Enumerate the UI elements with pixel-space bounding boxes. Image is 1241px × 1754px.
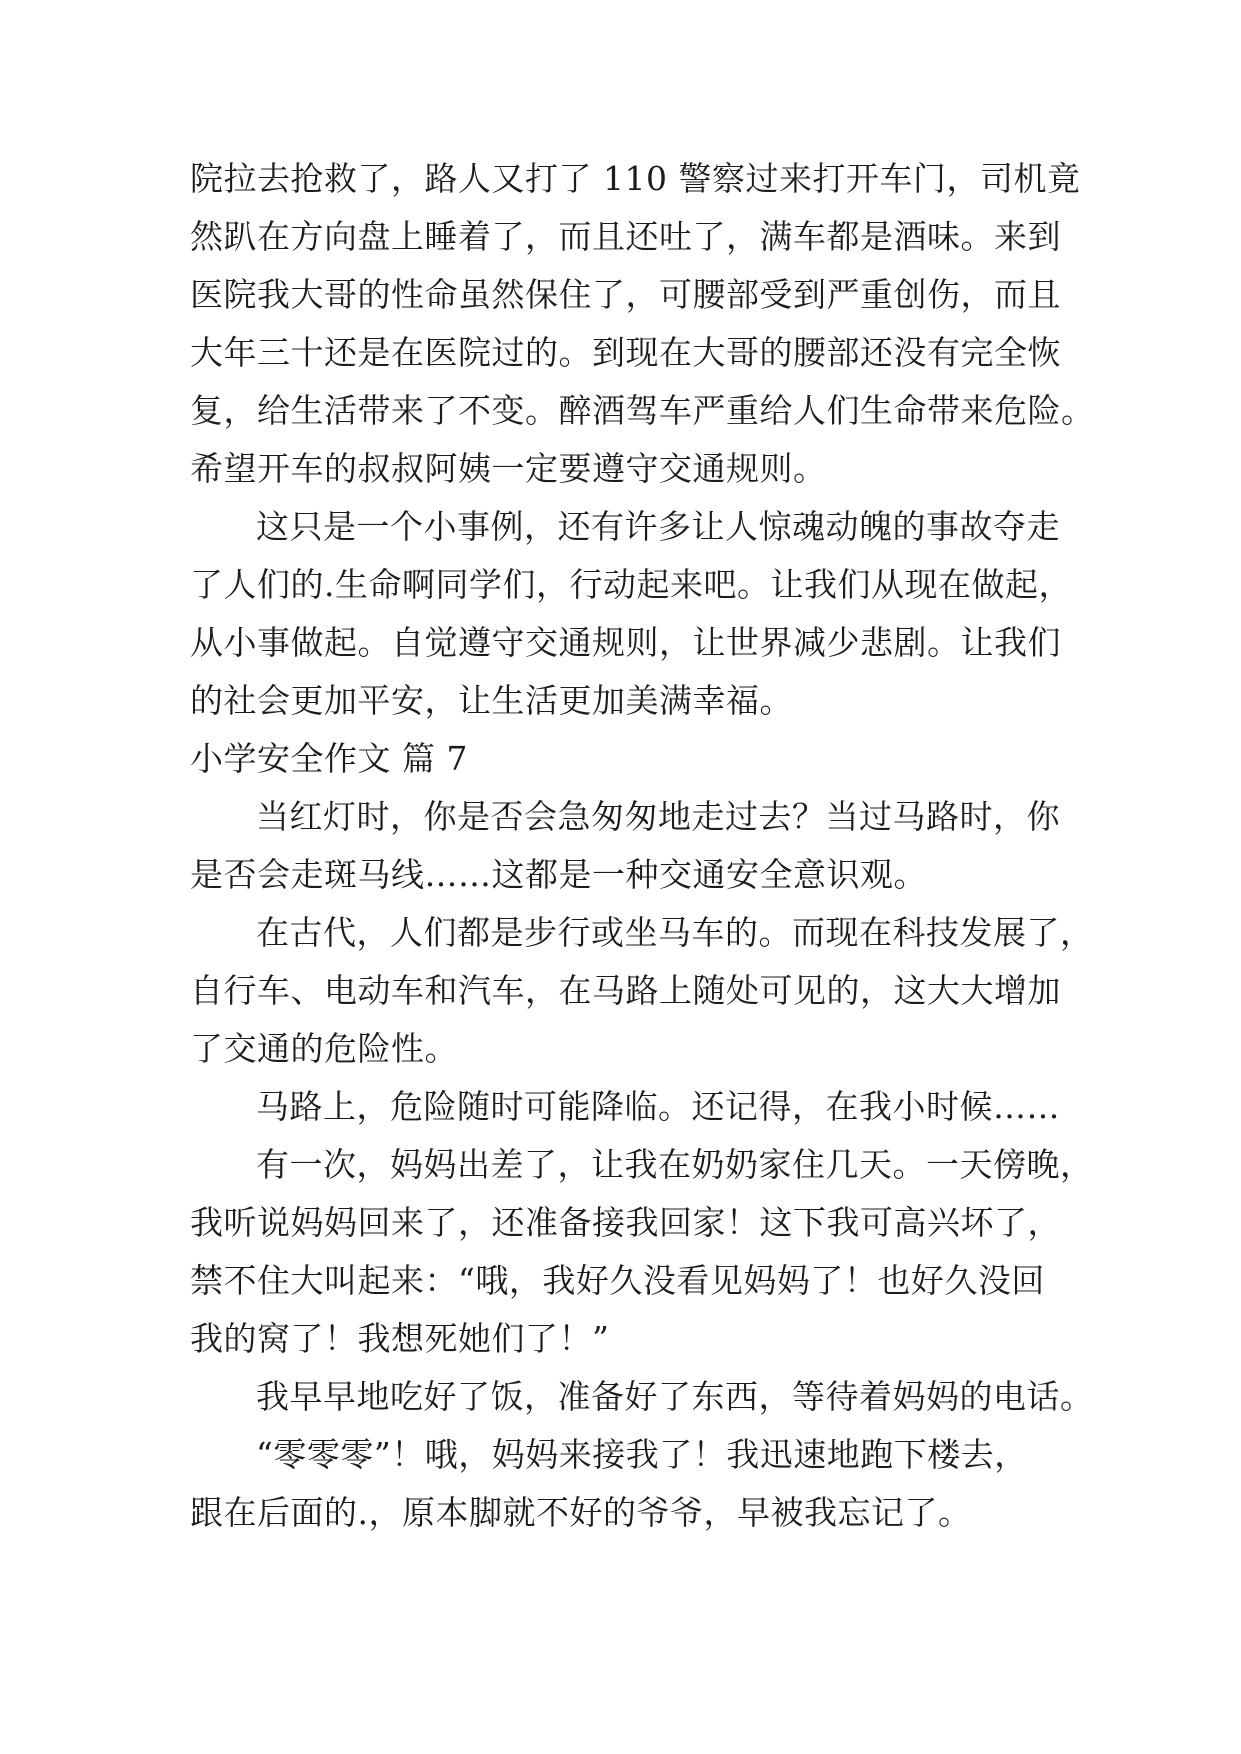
text-line: 了人们的.生命啊同学们，行动起来吧。让我们从现在做起， <box>190 565 1072 604</box>
section-heading: 小学安全作文 篇 7 <box>190 739 468 778</box>
text-line: 复，给生活带来了不变。醉酒驾车严重给人们生命带来危险。 <box>190 391 1095 430</box>
text-line: 医院我大哥的性命虽然保住了，可腰部受到严重创伤，而且 <box>190 275 1061 314</box>
text-line: 当红灯时，你是否会急匆匆地走过去？当过马路时，你 <box>256 797 1060 836</box>
text-line: 自行车、电动车和汽车，在马路上随处可见的，这大大增加 <box>190 971 1061 1010</box>
text-line: 是否会走斑马线……这都是一种交通安全意识观。 <box>190 855 927 894</box>
text-line: 马路上，危险随时可能降临。还记得，在我小时候…… <box>256 1087 1060 1126</box>
text-line: 在古代，人们都是步行或坐马车的。而现在科技发展了， <box>256 913 1094 952</box>
text-line: 我的窝了！我想死她们了！” <box>190 1319 610 1358</box>
text-line: 从小事做起。自觉遵守交通规则，让世界减少悲剧。让我们 <box>190 623 1061 662</box>
document-page <box>190 150 1095 1542</box>
text-line: 院拉去抢救了，路人又打了 110 警察过来打开车门，司机竟 <box>190 159 1081 198</box>
text-line: 我听说妈妈回来了，还准备接我回家！这下我可高兴坏了， <box>190 1203 1061 1242</box>
text-line: “零零零”！哦，妈妈来接我了！我迅速地跑下楼去， <box>256 1435 1028 1474</box>
text-line: 禁不住大叫起来：“哦，我好久没看见妈妈了！也好久没回 <box>190 1261 1045 1300</box>
text-line: 我早早地吃好了饭，准备好了东西，等待着妈妈的电话。 <box>256 1377 1094 1416</box>
text-line: 有一次，妈妈出差了，让我在奶奶家住几天。一天傍晚， <box>256 1145 1094 1184</box>
text-line: 希望开车的叔叔阿姨一定要遵守交通规则。 <box>190 449 827 488</box>
text-line: 跟在后面的.，原本脚就不好的爷爷，早被我忘记了。 <box>190 1493 972 1532</box>
text-line: 这只是一个小事例，还有许多让人惊魂动魄的事故夺走 <box>256 507 1060 546</box>
text-line: 了交通的危险性。 <box>190 1029 458 1068</box>
text-line: 然趴在方向盘上睡着了，而且还吐了，满车都是酒味。来到 <box>190 217 1061 256</box>
text-line: 的社会更加平安，让生活更加美满幸福。 <box>190 681 793 720</box>
text-line: 大年三十还是在医院过的。到现在大哥的腰部还没有完全恢 <box>190 333 1061 372</box>
